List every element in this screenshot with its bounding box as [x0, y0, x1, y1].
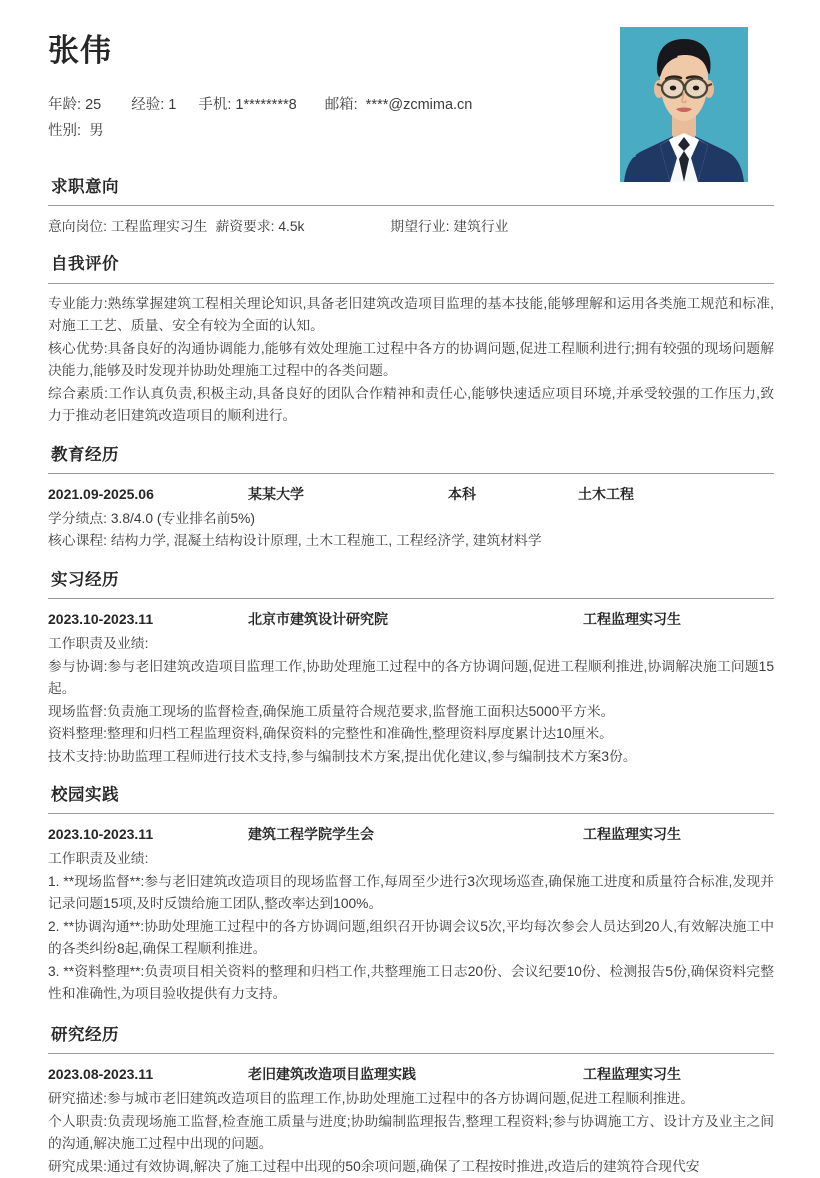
internship-organization: 北京市建筑设计研究院 — [248, 611, 388, 628]
section-title-research: 研究经历 — [51, 1025, 119, 1044]
section-divider — [48, 1053, 774, 1054]
section-self-evaluation — [48, 253, 774, 427]
campus-details — [48, 848, 774, 1006]
research-entry-header — [48, 1063, 774, 1085]
section-divider — [48, 473, 774, 474]
resume-header — [48, 0, 774, 158]
research-detail-line: 个人职责:负责现场施工监督,检查施工质量与进度;协助编制监理报告,整理工程资料;参与协调施工方、设计方及业主之间的沟通,解决施工过程中出现的问题。 — [48, 1113, 774, 1152]
section-divider — [48, 283, 774, 284]
internship-entry-header — [48, 608, 774, 630]
portrait-photo-icon — [620, 27, 748, 182]
section-research — [48, 1024, 774, 1178]
intent-industry-value: 建筑行业 — [453, 219, 509, 235]
campus-entry-header — [48, 823, 774, 845]
intent-industry-label: 期望行业: — [390, 219, 450, 235]
campus-subtitle: 工作职责及业绩: — [48, 851, 149, 867]
self-evaluation-paragraph: 核心优势:具备良好的沟通协调能力,能够有效处理施工过程中各方的协调问题,促进工程顺利进行;拥有较强的现场问题解决能力,能够及时发现并协助处理施工过程中的各类问题。 — [48, 340, 774, 379]
info-age-value: 25 — [85, 97, 102, 114]
internship-role: 工程监理实习生 — [583, 611, 681, 628]
avatar — [620, 27, 748, 182]
info-phone-label: 手机: — [198, 97, 232, 114]
info-gender-value: 男 — [89, 123, 104, 140]
internship-details — [48, 633, 774, 768]
info-phone-value: 1********8 — [235, 97, 297, 114]
self-evaluation-paragraph: 综合素质:工作认真负责,积极主动,具备良好的团队合作精神和责任心,能够快速适应项目环境,并承受较强的工作压力,致力于推动老旧建筑改造项目的顺利进行。 — [48, 385, 774, 424]
info-email-value: ****@zcmima.cn — [365, 97, 473, 114]
internship-date: 2023.10-2023.11 — [48, 611, 154, 628]
education-major: 土木工程 — [578, 485, 634, 502]
section-title-campus-practice: 校园实践 — [51, 786, 119, 805]
education-details — [48, 508, 774, 553]
internship-detail-line: 技术支持:协助监理工程师进行技术支持,参与编制技术方案,提出优化建议,参与编制技术方案3份。 — [48, 748, 637, 764]
intent-salary-value: 4.5k — [278, 219, 305, 235]
info-email-label: 邮箱: — [324, 97, 358, 114]
internship-detail-line: 参与协调:参与老旧建筑改造项目监理工作,协助处理施工过程中的各方协调问题,促进工程顺利推进,协调解决施工问题15起。 — [48, 658, 774, 697]
info-experience-label: 经验: — [131, 97, 165, 114]
info-age-label: 年龄: — [48, 97, 82, 114]
campus-detail-line: 3. **资料整理**:负责项目相关资料的整理和归档工作,共整理施工日志20份、会议纪要10份、检测报告5份,确保资料完整性和准确性,为项目验收提供有力支持。 — [48, 963, 774, 1002]
section-title-self-evaluation: 自我评价 — [51, 255, 119, 274]
info-gender — [48, 118, 104, 144]
section-title-internship: 实习经历 — [51, 570, 119, 589]
education-degree: 本科 — [448, 485, 476, 502]
internship-detail-line: 资料整理:整理和归档工程监理资料,确保资料的完整性和准确性,整理资料厚度累计达10厘米。 — [48, 726, 613, 742]
campus-detail-line: 1. **现场监督**:参与老旧建筑改造项目的现场监督工作,每周至少进行3次现场巡查,确保施工进度和质量符合标准,发现并记录问题15项,及时反馈给施工团队,整改率达到100%。 — [48, 873, 774, 912]
campus-role: 工程监理实习生 — [583, 826, 681, 843]
education-entry-header — [48, 483, 774, 505]
intent-position-value: 工程监理实习生 — [110, 219, 208, 235]
self-evaluation-paragraph: 专业能力:熟练掌握建筑工程相关理论知识,具备老旧建筑改造项目监理的基本技能,能够理解和运用各类施工规范和标准,对施工工艺、质量、安全有较为全面的认知。 — [48, 295, 774, 334]
research-detail-line: 研究成果:通过有效协调,解决了施工过程中出现的50余项问题,确保了工程按时推进,改造后的建筑符合现代安 — [48, 1158, 700, 1174]
education-date: 2021.09-2025.06 — [48, 485, 154, 502]
research-details — [48, 1088, 774, 1178]
info-age — [48, 92, 101, 118]
job-intent-row — [48, 215, 774, 239]
intent-salary-label: 薪资要求: — [215, 219, 275, 235]
research-detail-line: 研究描述:参与城市老旧建筑改造项目的监理工作,协助处理施工过程中的各方协调问题,促进工程顺利推进。 — [48, 1091, 695, 1107]
intent-position-label: 意向岗位: — [48, 219, 108, 235]
research-role: 工程监理实习生 — [583, 1066, 681, 1083]
section-title-education: 教育经历 — [51, 445, 119, 464]
info-phone — [198, 92, 296, 118]
education-detail-line: 核心课程: 结构力学, 混凝土结构设计原理, 土木工程施工, 工程经济学, 建筑材料学 — [48, 533, 542, 549]
section-job-intent — [48, 176, 774, 239]
section-education — [48, 444, 774, 553]
research-project: 老旧建筑改造项目监理实践 — [248, 1066, 416, 1083]
campus-date: 2023.10-2023.11 — [48, 826, 154, 843]
internship-subtitle: 工作职责及业绩: — [48, 636, 149, 652]
campus-organization: 建筑工程学院学生会 — [248, 826, 374, 843]
campus-detail-line: 2. **协调沟通**:协助处理施工过程中的各方协调问题,组织召开协调会议5次,平均每次参会人员达到20人,有效解决施工中的各类纠纷8起,确保工程顺利推进。 — [48, 918, 774, 957]
page-title: 张伟 — [48, 33, 112, 68]
internship-detail-line: 现场监督:负责施工现场的监督检查,确保施工质量符合规范要求,监督施工面积达5000平方米。 — [48, 703, 615, 719]
section-divider — [48, 598, 774, 599]
section-divider — [48, 205, 774, 206]
info-gender-label: 性别: — [48, 123, 82, 140]
info-experience-value: 1 — [168, 97, 177, 114]
section-divider — [48, 813, 774, 814]
section-campus-practice — [48, 784, 774, 1006]
info-email — [325, 92, 473, 118]
section-internship — [48, 569, 774, 768]
education-detail-line: 学分绩点: 3.8/4.0 (专业排名前5%) — [48, 510, 255, 526]
education-school: 某某大学 — [248, 485, 304, 502]
research-date: 2023.08-2023.11 — [48, 1066, 154, 1083]
section-title-job-intent: 求职意向 — [51, 178, 119, 196]
info-experience — [131, 92, 176, 118]
